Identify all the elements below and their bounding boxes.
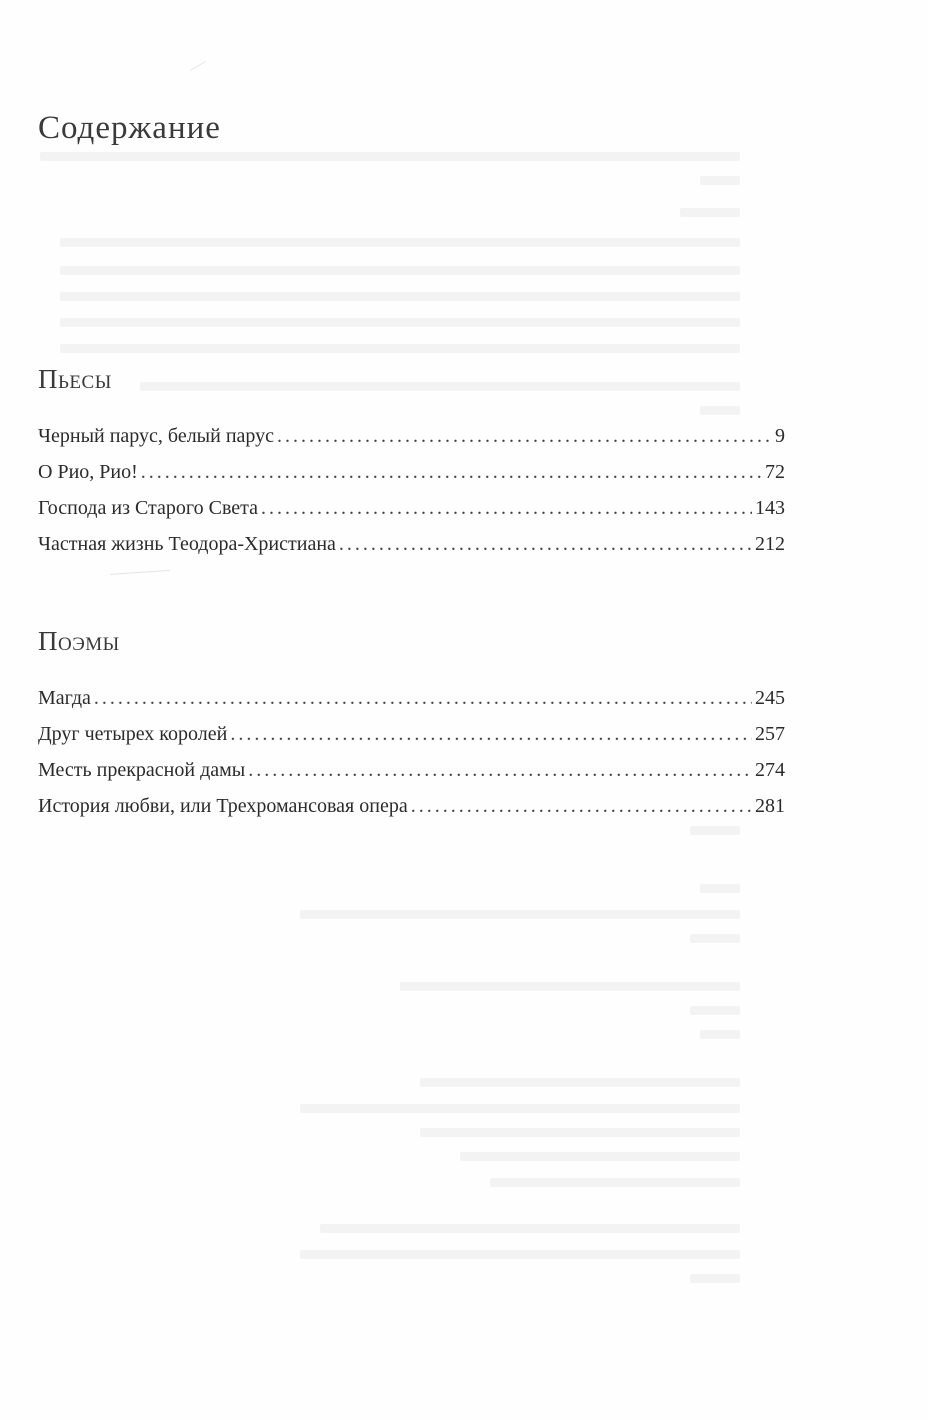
show-through-text: [60, 292, 740, 301]
toc-entry-page: 274: [755, 759, 785, 781]
toc-entry[interactable]: [38, 759, 785, 795]
show-through-text: [60, 344, 740, 353]
show-through-text: [60, 318, 740, 327]
show-through-text: [320, 1224, 740, 1233]
show-through-text: [700, 884, 740, 893]
toc-entry-page: 245: [755, 687, 785, 709]
toc-entry-page: 281: [755, 795, 785, 817]
dot-leader: [411, 795, 752, 818]
toc-entry-page: 143: [755, 497, 785, 519]
show-through-text: [60, 266, 740, 275]
toc-list-poems: [38, 687, 785, 831]
pen-mark: [110, 570, 170, 575]
dot-leader: [261, 497, 752, 520]
toc-entry-page: 212: [755, 533, 785, 555]
toc-entry[interactable]: [38, 795, 785, 831]
toc-entry-title: История любви, или Трехромансовая опера: [38, 795, 408, 817]
toc-entry-title: Черный парус, белый парус: [38, 425, 275, 447]
dot-leader: [339, 533, 752, 556]
show-through-text: [690, 1006, 740, 1015]
page-title: Содержание: [38, 110, 221, 146]
show-through-text: [680, 208, 740, 217]
show-through-text: [690, 1274, 740, 1283]
toc-entry-page: 9: [775, 425, 785, 447]
pen-mark: [190, 61, 206, 71]
show-through-text: [60, 238, 740, 247]
toc-entry-title: О Рио, Рио!: [38, 461, 138, 483]
show-through-text: [690, 934, 740, 943]
show-through-text: [700, 1030, 740, 1039]
section-heading-plays: Пьесы: [38, 364, 112, 394]
toc-entry-page: 257: [755, 723, 785, 745]
dot-leader: [277, 425, 772, 448]
toc-entry-title: Господа из Старого Света: [38, 497, 259, 519]
toc-entry[interactable]: [38, 497, 785, 533]
dot-leader: [94, 687, 752, 710]
dot-leader: [248, 759, 752, 782]
toc-entry[interactable]: [38, 461, 785, 497]
toc-entry-title: Месть прекрасной дамы: [38, 759, 246, 781]
toc-entry[interactable]: [38, 533, 785, 569]
show-through-text: [40, 152, 740, 161]
toc-entry-title: Частная жизнь Теодора-Христиана: [38, 533, 336, 555]
section-heading-poems: Поэмы: [38, 626, 120, 656]
show-through-text: [700, 406, 740, 415]
toc-entry[interactable]: [38, 425, 785, 461]
show-through-text: [140, 382, 740, 391]
show-through-text: [420, 1128, 740, 1137]
toc-entry-page: 72: [765, 461, 785, 483]
show-through-text: [300, 1104, 740, 1113]
show-through-text: [400, 982, 740, 991]
toc-entry[interactable]: [38, 687, 785, 723]
dot-leader: [230, 723, 752, 746]
show-through-text: [300, 910, 740, 919]
show-through-text: [460, 1152, 740, 1161]
show-through-text: [490, 1178, 740, 1187]
toc-entry[interactable]: [38, 723, 785, 759]
show-through-text: [700, 176, 740, 185]
toc-list-plays: [38, 425, 785, 569]
toc-entry-title: Друг четырех королей: [38, 723, 228, 745]
show-through-text: [300, 1250, 740, 1259]
dot-leader: [141, 461, 762, 484]
show-through-text: [420, 1078, 740, 1087]
toc-entry-title: Магда: [38, 687, 91, 709]
